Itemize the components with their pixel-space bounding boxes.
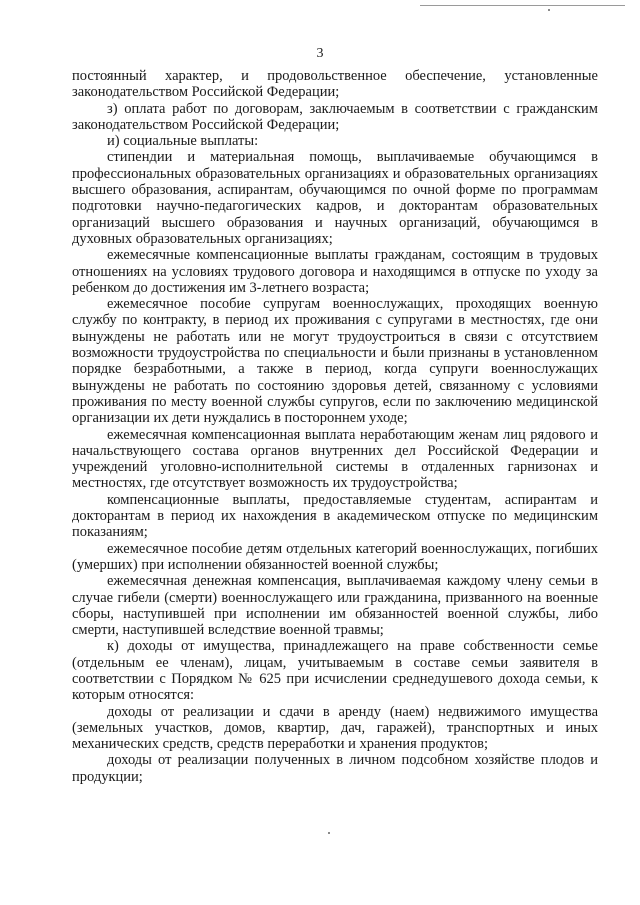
document-body — [72, 68, 598, 785]
paragraph-continuation: постоянный характер, и продовольственное обеспечение, установленные законодательством Российской Федерации; — [72, 68, 598, 101]
scan-artifact-line — [420, 5, 625, 6]
paragraph-scholarships: стипендии и материальная помощь, выплачиваемые обучающимся в профессиональных образовательных организациях и образовательных организациях высшего образования, аспирантам, обучающимся по очной форме по программам подготовки научно-педагогических кадров, и докторантам образовательных организаций высшего образования и научных организаций, обучающимся в духовных образовательных организациях; — [72, 149, 598, 247]
paragraph-household-income: доходы от реализации полученных в личном подсобном хозяйстве плодов и продукции; — [72, 752, 598, 785]
paragraph-military-spouse-allowance: ежемесячное пособие супругам военнослужащих, проходящих военную службу по контракту, в период их проживания с супругами в местностях, где они вынуждены не работать или не могут трудоустроиться в связи с отсутствием возможности трудоустройства по специальности и были признаны в установленном порядке безработными, а также в период, когда супруги военнослужащих вынуждены не работать по состоянию здоровья детей, связанному с условиями проживания по месту военной службы супругов, если по заключению медицинской организации их дети нуждались в постороннем уходе; — [72, 296, 598, 427]
paragraph-childcare-compensation: ежемесячные компенсационные выплаты гражданам, состоящим в трудовых отношениях на условиях трудового договора и находящимся в отпуске по уходу за ребенком до достижения им 3-летнего возраста; — [72, 247, 598, 296]
scan-speck — [548, 9, 550, 11]
paragraph-item-k: к) доходы от имущества, принадлежащего на праве собственности семье (отдельным ее членам), лицам, учитываемым в составе семьи заявителя в соответствии с Порядком № 625 при исчислении среднедушевого дохода семьи, к которым относятся: — [72, 638, 598, 704]
paragraph-real-estate-income: доходы от реализации и сдачи в аренду (наем) недвижимого имущества (земельных участков, домов, квартир, дач, гаражей), транспортных и иных механических средств, средств переработки и хранения продуктов; — [72, 703, 598, 753]
paragraph-item-z: з) оплата работ по договорам, заключаемым в соответствии с гражданским законодательством Российской Федерации; — [72, 100, 598, 133]
paragraph-academic-leave: компенсационные выплаты, предоставляемые студентам, аспирантам и докторантам в период их нахождения в академическом отпуске по медицинским показаниям; — [72, 491, 598, 541]
paragraph-internal-affairs-wives: ежемесячная компенсационная выплата неработающим женам лиц рядового и начальствующего состава органов внутренних дел Российской Федерации и учреждений уголовно-исполнительной системы в отдаленных гарнизонах и местностях, где отсутствует возможность их трудоустройства; — [72, 426, 598, 492]
paragraph-children-of-servicemen: ежемесячное пособие детям отдельных категорий военнослужащих, погибших (умерших) при исполнении обязанностей военной службы; — [72, 540, 598, 573]
paragraph-death-compensation: ежемесячная денежная компенсация, выплачиваемая каждому члену семьи в случае гибели (смерти) военнослужащего или гражданина, призванного на военные сборы, наступившей при исполнении им обязанностей военной службы, либо смерти, наступившей вследствие военной травмы; — [72, 573, 598, 639]
page-number: 3 — [316, 46, 324, 61]
scan-speck — [328, 832, 330, 834]
paragraph-item-i: и) социальные выплаты: — [107, 133, 259, 150]
